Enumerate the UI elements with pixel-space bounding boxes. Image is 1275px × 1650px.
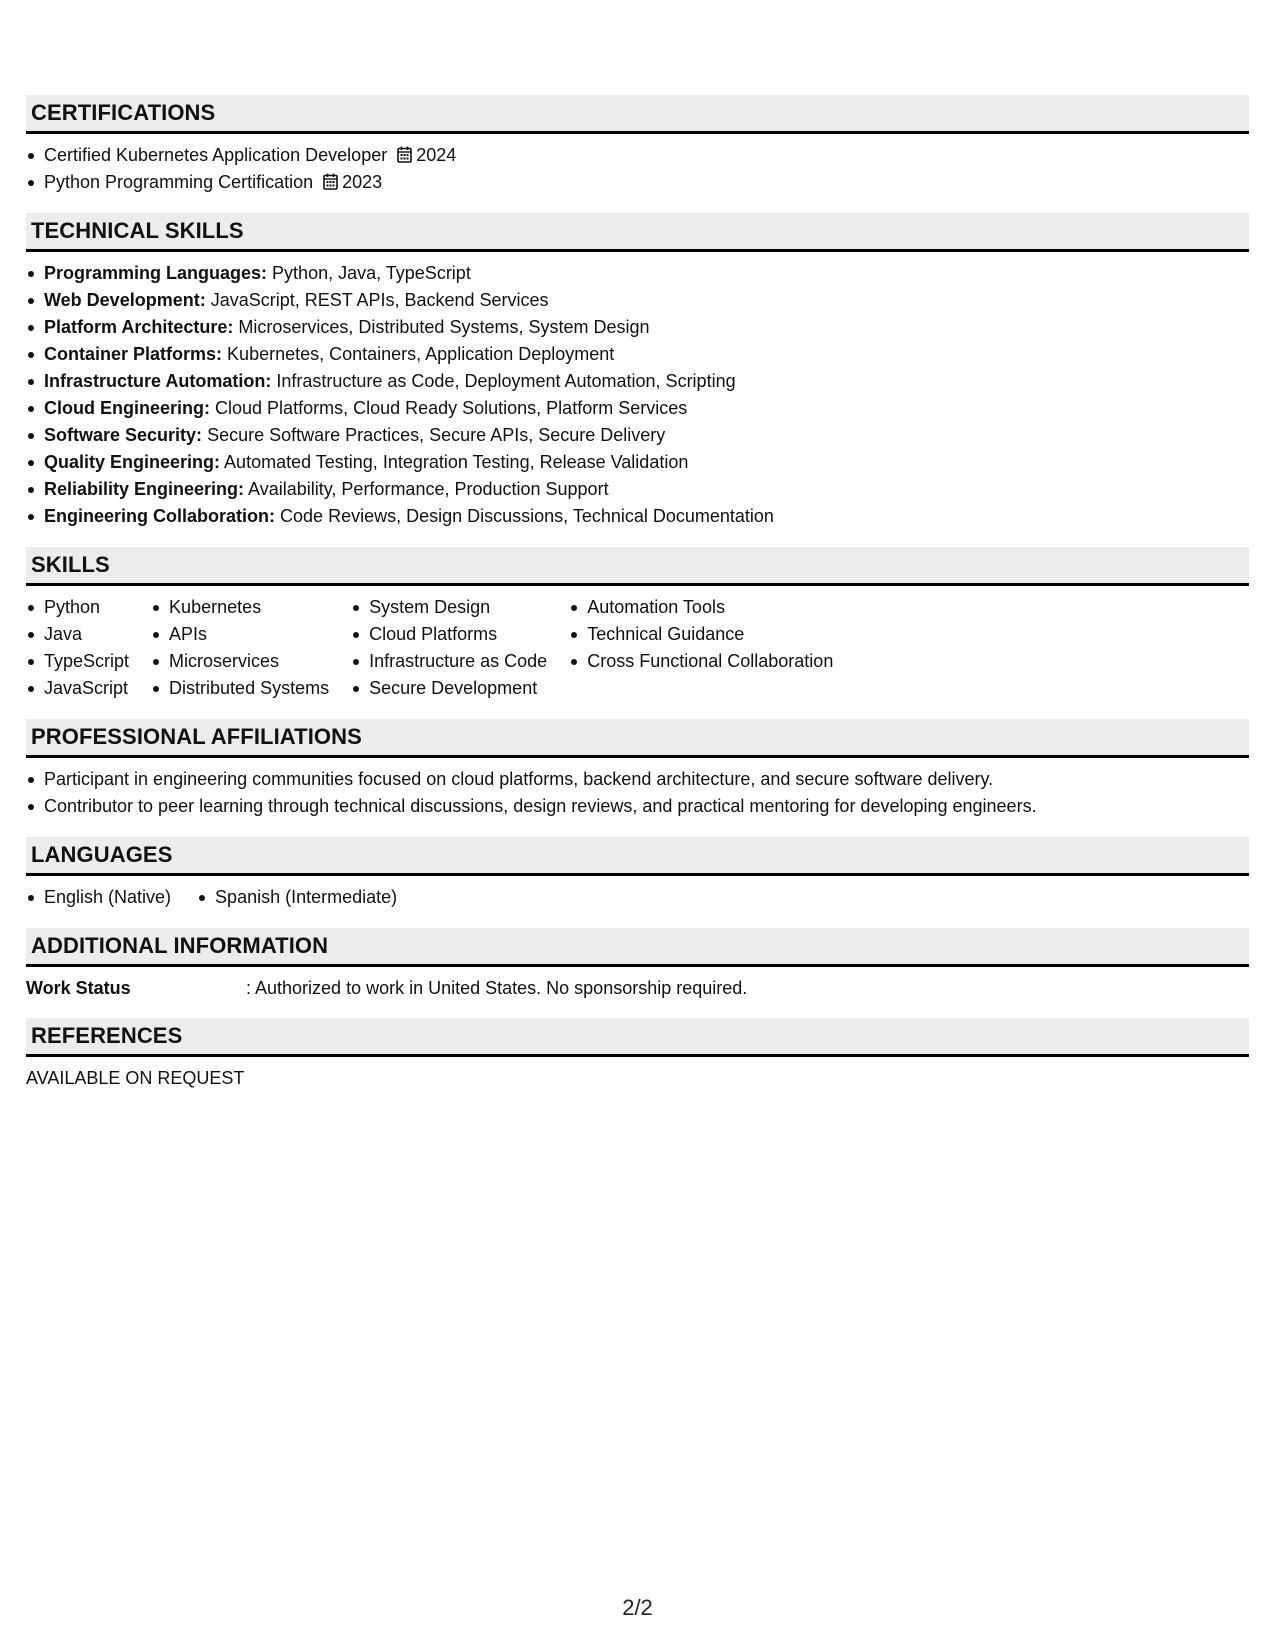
languages-section	[26, 837, 1249, 911]
list-item	[26, 422, 1249, 449]
skill-category: Quality Engineering:	[44, 452, 221, 472]
list-item	[26, 368, 1249, 395]
skill-values: JavaScript, REST APIs, Backend Services	[210, 290, 549, 310]
skill-values: Cloud Platforms, Cloud Ready Solutions, Platform Services	[215, 398, 688, 418]
certification-year: 2023	[342, 172, 383, 192]
skill-category: Platform Architecture:	[44, 317, 234, 337]
calendar-icon	[323, 173, 338, 190]
list-item: Distributed Systems	[151, 675, 329, 702]
list-item: Microservices	[151, 648, 329, 675]
skill-category: Software Security:	[44, 425, 203, 445]
work-status-value: : Authorized to work in United States. No sponsorship required.	[246, 978, 748, 998]
section-title: SKILLS	[26, 547, 1249, 586]
skills-column	[151, 594, 329, 702]
skills-column	[351, 594, 547, 702]
skill-values: Microservices, Distributed Systems, System Design	[238, 317, 650, 337]
skills-grid	[26, 586, 1249, 702]
skill-values: Availability, Performance, Production Support	[248, 479, 609, 499]
affiliations-list	[26, 758, 1249, 820]
list-item: Java	[26, 621, 129, 648]
section-title: ADDITIONAL INFORMATION	[26, 928, 1249, 967]
section-title: TECHNICAL SKILLS	[26, 213, 1249, 252]
skill-category: Programming Languages:	[44, 263, 268, 283]
list-item: Participant in engineering communities focused on cloud platforms, backend architecture, and secure software delivery.	[26, 766, 1249, 793]
skill-category: Infrastructure Automation:	[44, 371, 272, 391]
list-item: JavaScript	[26, 675, 129, 702]
skill-values: Code Reviews, Design Discussions, Technical Documentation	[280, 506, 774, 526]
list-item: Automation Tools	[569, 594, 833, 621]
skill-values: Kubernetes, Containers, Application Deployment	[227, 344, 615, 364]
certifications-list	[26, 134, 1249, 196]
list-item	[26, 476, 1249, 503]
skill-category: Container Platforms:	[44, 344, 223, 364]
additional-info-section	[26, 928, 1249, 1001]
section-title: LANGUAGES	[26, 837, 1249, 876]
skill-category: Engineering Collaboration:	[44, 506, 276, 526]
skills-section	[26, 547, 1249, 702]
page-number: 2/2	[622, 1595, 653, 1620]
skills-column	[26, 594, 129, 702]
list-item: Kubernetes	[151, 594, 329, 621]
certification-name: Python Programming Certification	[44, 172, 314, 192]
skill-values: Infrastructure as Code, Deployment Automation, Scripting	[276, 371, 736, 391]
list-item: Spanish (Intermediate)	[197, 884, 397, 911]
list-item	[26, 395, 1249, 422]
list-item: Secure Development	[351, 675, 547, 702]
languages-list	[26, 876, 1249, 911]
resume-page	[26, 95, 1249, 1108]
list-item: Cloud Platforms	[351, 621, 547, 648]
list-item: Technical Guidance	[569, 621, 833, 648]
list-item: Infrastructure as Code	[351, 648, 547, 675]
list-item: TypeScript	[26, 648, 129, 675]
section-title: CERTIFICATIONS	[26, 95, 1249, 134]
list-item: APIs	[151, 621, 329, 648]
references-text: AVAILABLE ON REQUEST	[26, 1068, 245, 1088]
skill-values: Automated Testing, Integration Testing, Release Validation	[224, 452, 689, 472]
calendar-icon	[397, 146, 412, 163]
list-item	[26, 260, 1249, 287]
list-item	[26, 314, 1249, 341]
skill-category: Cloud Engineering:	[44, 398, 210, 418]
work-status-row	[26, 967, 1249, 1001]
section-title: REFERENCES	[26, 1018, 1249, 1057]
list-item: English (Native)	[26, 884, 171, 911]
list-item	[26, 503, 1249, 530]
certification-name: Certified Kubernetes Application Developer	[44, 145, 388, 165]
certification-year: 2024	[416, 145, 457, 165]
skills-column	[569, 594, 833, 702]
list-item	[26, 142, 1249, 169]
list-item	[26, 169, 1249, 196]
list-item	[26, 341, 1249, 368]
technical-skills-section	[26, 213, 1249, 530]
certifications-section	[26, 95, 1249, 196]
skill-category: Reliability Engineering:	[44, 479, 245, 499]
work-status-label: Work Status	[26, 978, 131, 998]
technical-skills-list	[26, 252, 1249, 530]
section-title: PROFESSIONAL AFFILIATIONS	[26, 719, 1249, 758]
list-item	[26, 287, 1249, 314]
skill-values: Secure Software Practices, Secure APIs, Secure Delivery	[207, 425, 666, 445]
list-item: Cross Functional Collaboration	[569, 648, 833, 675]
list-item	[26, 449, 1249, 476]
skill-category: Web Development:	[44, 290, 206, 310]
list-item: Python	[26, 594, 129, 621]
list-item: Contributor to peer learning through technical discussions, design reviews, and practical mentoring for developing engineers.	[26, 793, 1249, 820]
affiliations-section	[26, 719, 1249, 820]
list-item: System Design	[351, 594, 547, 621]
skill-values: Python, Java, TypeScript	[272, 263, 471, 283]
references-section	[26, 1018, 1249, 1091]
